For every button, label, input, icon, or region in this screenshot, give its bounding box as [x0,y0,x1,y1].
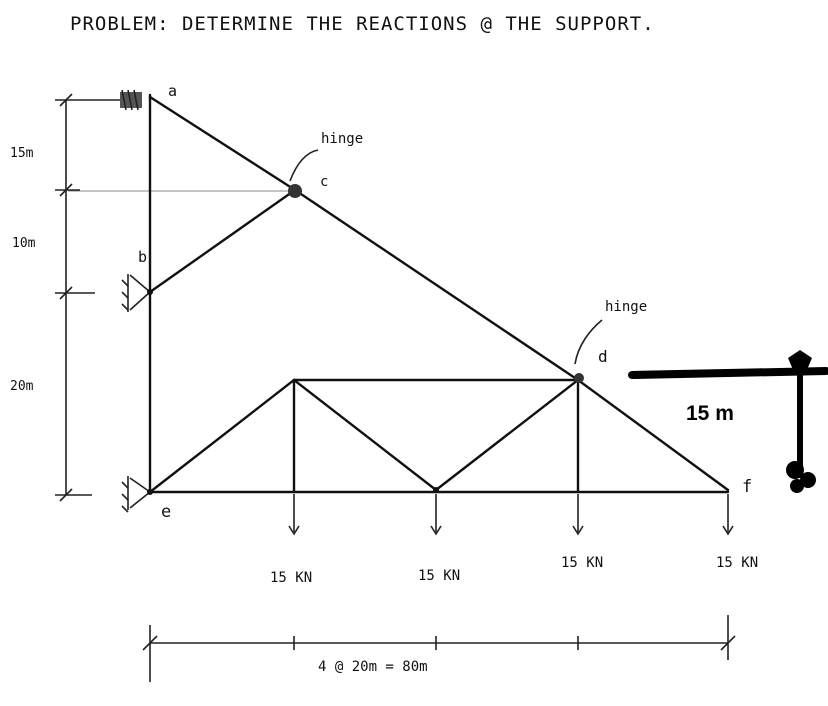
load-arrows [289,494,733,534]
node-label-c: c [320,174,329,190]
load-label-2: 15 KN [418,568,461,584]
joint-e [147,489,153,495]
hinge-c-marker [288,184,302,198]
diagonal-2 [294,380,436,490]
dim-left-top: 15m [10,146,34,161]
support-b-wall [122,274,150,312]
node-label-f: f [742,477,753,497]
right-callout-label: 15 m [686,402,734,425]
load-label-3: 15 KN [561,555,604,571]
hinge-c-pointer [290,150,318,181]
hinge-d-marker [574,373,584,383]
joint-b [147,289,153,295]
support-a-wall [120,90,142,110]
node-label-d: d [598,347,608,366]
joint-mid [433,487,439,493]
support-e-wall [122,476,150,512]
dim-left-bottom: 20m [10,379,34,394]
member-d-f [578,380,728,490]
node-label-b: b [138,248,148,266]
diagonal-1 [150,380,294,492]
member-c-d [295,190,578,380]
load-label-4: 15 KN [716,555,759,571]
load-label-1: 15 KN [270,570,313,586]
member-b-c [150,190,295,292]
node-label-e: e [161,502,172,522]
diagonal-3 [436,380,578,490]
hinge-c-label: hinge [321,131,364,147]
dim-left-mid: 10m [12,236,36,251]
bottom-span-label: 4 @ 20m = 80m [318,659,428,675]
member-a-c [150,97,295,190]
bottom-dimension [143,615,735,682]
node-label-a: a [168,82,178,100]
problem-title: PROBLEM: DETERMINE THE REACTIONS @ THE SUPPORT. [70,13,655,35]
hinge-d-label: hinge [605,299,648,315]
